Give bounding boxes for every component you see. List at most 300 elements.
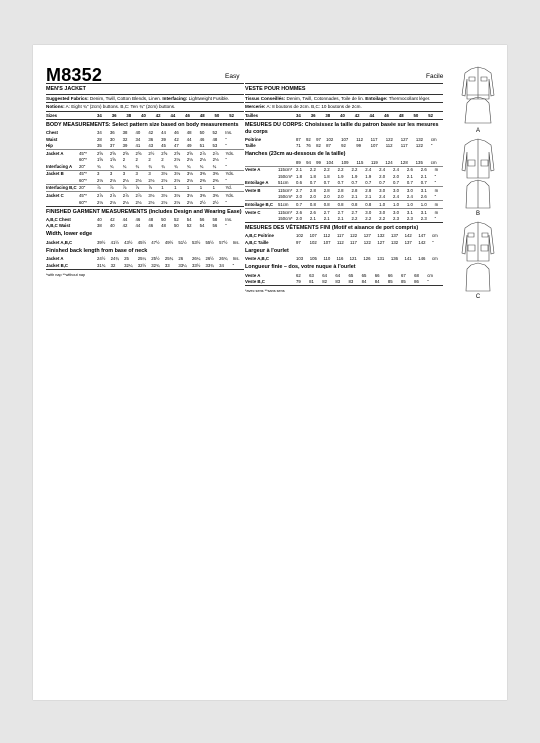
table-cell: 3: [136, 170, 149, 177]
table-row: [46, 177, 244, 184]
table-cell: 2.2: [310, 166, 324, 173]
table-cell: 3.1: [421, 187, 435, 194]
table-cell: 2⅛: [161, 177, 168, 183]
table-cell: Yd.: [225, 184, 244, 192]
table-cell: 84: [361, 279, 367, 285]
table-cell: 1: [174, 184, 187, 192]
table-cell: Poitrine: [245, 136, 261, 142]
table-cell: 117: [400, 143, 408, 149]
table-cell: 32: [122, 136, 128, 142]
table-cell: 24½: [97, 256, 106, 262]
table-cell: ⅞: [110, 184, 123, 192]
finished-measurements-heading: FINISHED GARMENT MEASUREMENTS (Includes Design and Wearing Ease): [46, 208, 242, 215]
table-cell: 48: [199, 112, 205, 118]
table-cell: 1⅝: [97, 157, 103, 163]
table-cell: 132: [391, 239, 399, 245]
table-cell: 1: [161, 184, 174, 192]
table-cell: 136: [390, 256, 398, 262]
table-cell: 119: [370, 159, 378, 165]
table-cell: Veste A: [245, 166, 278, 173]
table-cell: 34: [296, 112, 301, 118]
table-cell: 36: [148, 136, 154, 142]
view-label-a: A: [475, 128, 480, 134]
table-cell: 34: [219, 262, 224, 268]
table-cell: Entoilage A: [245, 180, 269, 186]
table-cell: 56: [199, 216, 205, 222]
table-cell: 65: [361, 272, 367, 278]
table-cell: 66: [387, 272, 393, 278]
table-cell: 112: [336, 239, 344, 245]
table-cell: 107: [309, 233, 317, 239]
table-cell: 3: [97, 170, 110, 177]
table-cell: 3⅜: [200, 170, 213, 177]
table-cell: 56: [212, 223, 218, 229]
table-cell: 2.2: [338, 166, 352, 173]
difficulty-fr: Facile: [426, 73, 444, 80]
table-cell: 45"*: [79, 192, 97, 199]
table-cell: 25: [124, 256, 129, 262]
table-cell: 3.1: [421, 208, 435, 215]
table-cell: 48: [212, 136, 218, 142]
table-cell: 38: [126, 112, 132, 118]
table-cell: 41: [135, 143, 141, 149]
table-cell: Interfacing A: [46, 163, 73, 169]
table-cell: 121: [349, 256, 357, 262]
table-cell: 112: [385, 143, 393, 149]
table-cell: 44: [161, 130, 166, 136]
table-cell: 64: [335, 272, 341, 278]
english-column: [46, 83, 244, 277]
table-cell: 32¼: [124, 262, 133, 268]
table-cell: 2⅛: [135, 177, 142, 183]
table-cell: 46: [384, 112, 389, 118]
table-cell: 117: [370, 136, 378, 142]
table-cell: 137: [391, 233, 399, 239]
table-cell: 3.0: [379, 187, 393, 194]
table-cell: cm: [431, 256, 438, 262]
table-cell: 46: [185, 112, 190, 118]
table-cell: 39: [122, 143, 128, 149]
table-cell: 3.0: [393, 187, 407, 194]
table-cell: m: [435, 166, 443, 173]
table-cell: 3.1: [407, 208, 421, 215]
table-cell: 38: [97, 223, 102, 229]
table-cell: [46, 177, 79, 184]
table-cell: 52: [229, 112, 234, 118]
table-cell: 79: [296, 279, 301, 285]
table-cell: 0.7: [296, 201, 310, 209]
table-cell: 107: [370, 143, 378, 149]
table-cell: 2⅛: [174, 177, 181, 183]
table-cell: 28: [97, 136, 102, 142]
table-cell: 43: [148, 143, 154, 149]
table-cell: 2.4: [379, 166, 393, 173]
pattern-envelope-page: [33, 45, 507, 700]
table-row: [46, 192, 244, 199]
table-cell: 1.0: [407, 201, 421, 209]
table-cell: 57½: [219, 239, 228, 245]
table-cell: 50: [161, 216, 166, 222]
table-cell: 87: [296, 136, 301, 142]
table-cell: 60"*: [79, 157, 87, 163]
view-label-c: C: [475, 294, 481, 300]
table-cell: Waist: [46, 136, 58, 142]
table-cell: ": [434, 173, 437, 179]
table-cell: 0.7: [406, 180, 413, 186]
table-cell: 2.0: [323, 194, 330, 200]
table-cell: ¾: [148, 163, 152, 169]
footnote-fr: *avec sens **sans sens: [245, 289, 285, 294]
table-cell: Yds.: [225, 170, 244, 177]
table-cell: 0.7: [420, 180, 427, 186]
table-cell: 2.8: [310, 187, 324, 194]
body-measurements-heading: BODY MEASUREMENTS: Select pattern size based on body measurements: [46, 121, 239, 128]
table-cell: 2⅞: [110, 192, 123, 199]
table-cell: ": [225, 157, 227, 163]
table-row: [245, 208, 443, 215]
table-cell: 44: [170, 112, 176, 118]
table-cell: 147: [418, 233, 426, 239]
table-cell: 26¼: [191, 256, 201, 262]
table-cell: 2.8: [365, 187, 379, 194]
table-cell: 26: [178, 256, 184, 262]
table-cell: 2.1: [309, 216, 316, 222]
table-cell: 0.7: [323, 180, 330, 186]
table-cell: 82: [316, 143, 321, 149]
table-cell: 42: [173, 136, 179, 142]
table-cell: 36: [109, 130, 115, 136]
table-cell: 26½: [205, 256, 214, 262]
table-cell: 102: [326, 136, 334, 142]
table-cell: 104: [326, 159, 334, 165]
table-cell: cm: [431, 233, 438, 239]
table-cell: 48: [148, 216, 154, 222]
table-cell: 92: [306, 136, 311, 142]
table-cell: 117: [350, 239, 357, 245]
table-cell: 83: [348, 279, 354, 285]
hip-heading-fr: Hanches (23cm au-dessous de la taille): [245, 151, 346, 158]
table-cell: 2.3: [406, 216, 413, 222]
table-cell: 2.6: [310, 208, 324, 215]
table-cell: 43½: [124, 239, 133, 245]
table-cell: 3⅛: [174, 192, 187, 199]
table-cell: 124: [385, 159, 393, 165]
table-cell: 2⅛: [186, 157, 193, 163]
table-cell: 3.0: [407, 187, 421, 194]
table-cell: Hip: [46, 143, 53, 149]
table-cell: 2.2: [365, 216, 372, 222]
body-measurements-heading-fr: MESURES DU CORPS: Choisissez la taille du patron basée sur les mesures du corps: [245, 121, 439, 135]
table-cell: 34: [97, 112, 102, 118]
table-cell: 2.4: [393, 166, 407, 173]
table-cell: 45½: [137, 239, 147, 245]
table-cell: Yds.: [225, 150, 244, 157]
table-cell: 54: [186, 216, 192, 222]
notions-line-fr: Mercerie: A: 8 boutons de 2cm. B,C: 10 boutons de 2cm.: [245, 104, 362, 110]
table-cell: 107: [323, 239, 331, 245]
table-cell: ": [225, 199, 227, 205]
table-cell: 51: [199, 143, 205, 149]
table-cell: ": [232, 262, 235, 268]
table-cell: 3.0: [379, 208, 393, 215]
table-cell: 54: [199, 223, 205, 229]
table-cell: 42: [109, 216, 115, 222]
table-cell: 50: [214, 112, 220, 118]
table-cell: 2.7: [338, 208, 352, 215]
table-cell: 1.9: [337, 173, 344, 179]
table-cell: 48: [161, 223, 166, 229]
table-cell: 92: [341, 143, 346, 149]
table-cell: 2⅛: [186, 177, 193, 183]
table-cell: 63: [309, 272, 314, 278]
table-cell: 3⅛: [161, 192, 174, 199]
table-cell: 110: [323, 256, 331, 262]
table-cell: 51cm: [278, 201, 296, 209]
garment-title: MEN'S JACKET: [46, 86, 86, 92]
table-cell: cm: [430, 159, 437, 165]
table-cell: 47: [173, 143, 179, 149]
table-cell: 1.8: [323, 173, 330, 179]
table-cell: 131: [377, 256, 385, 262]
table-cell: 46: [173, 130, 179, 136]
table-cell: 2⅝: [110, 150, 123, 157]
table-cell: 40: [109, 223, 115, 229]
table-cell: 2.1: [351, 194, 358, 200]
table-cell: 2⅝: [123, 150, 136, 157]
pattern-number: M8352: [46, 65, 103, 85]
table-cell: Ins.: [225, 216, 233, 222]
table-cell: 1.0: [393, 201, 407, 209]
table-cell: 2⅞: [97, 192, 110, 199]
table-cell: ¾: [122, 163, 127, 169]
en-yardage-table: [46, 149, 244, 205]
view-label-b: B: [475, 211, 480, 217]
table-cell: 97: [316, 136, 321, 142]
table-cell: 42: [148, 130, 154, 136]
table-cell: 49: [186, 143, 192, 149]
table-cell: 0.8: [324, 201, 338, 209]
table-cell: 25¼: [137, 256, 147, 262]
table-cell: 99: [316, 159, 321, 165]
table-cell: Interfacing B,C: [46, 184, 79, 192]
table-cell: 1.8: [309, 173, 316, 179]
table-cell: 52: [428, 112, 433, 118]
table-cell: 2⅛: [212, 157, 219, 163]
table-cell: ¾: [199, 163, 204, 169]
fr-finished-table: [245, 233, 443, 246]
table-cell: 66: [374, 272, 380, 278]
table-cell: 1.8: [296, 173, 302, 179]
table-cell: 35: [97, 143, 102, 149]
table-cell: 84: [374, 279, 380, 285]
table-cell: 94: [306, 159, 311, 165]
table-cell: 82: [322, 279, 328, 285]
width-heading-fr: Largeur à l'ourlet: [245, 247, 289, 254]
table-cell: 2.0: [296, 194, 302, 200]
table-cell: 39½: [97, 239, 106, 245]
table-cell: 37: [109, 143, 115, 149]
table-cell: 112: [356, 136, 364, 142]
table-cell: 33¼: [178, 262, 187, 268]
table-cell: 122: [385, 136, 393, 142]
table-cell: 127: [400, 136, 408, 142]
table-cell: 142: [418, 239, 426, 245]
table-cell: 83: [335, 279, 341, 285]
table-cell: 99: [356, 143, 361, 149]
table-cell: 0.7: [337, 180, 344, 186]
table-cell: 2: [122, 157, 126, 163]
table-cell: ⅞: [97, 184, 110, 192]
length-heading-fr: Longueur finie – dos, votre nuque à l'ourlet: [245, 264, 356, 271]
table-cell: 3⅛: [187, 192, 200, 199]
table-cell: 2.2: [351, 166, 365, 173]
width-heading: Width, lower edge: [46, 231, 93, 238]
table-cell: 141: [404, 256, 412, 262]
table-cell: 150cm*: [278, 216, 293, 222]
table-cell: 50: [413, 112, 419, 118]
table-cell: 39: [161, 136, 166, 142]
jacket-a-drawing: [453, 65, 503, 127]
table-cell: 117: [336, 233, 344, 239]
table-cell: 128: [400, 159, 408, 165]
table-cell: ¾: [135, 163, 140, 169]
table-row: [245, 166, 443, 173]
table-cell: 25½: [151, 256, 160, 262]
table-cell: 2.1: [296, 166, 310, 173]
table-cell: Jacket B: [46, 170, 79, 177]
table-cell: ": [430, 143, 433, 149]
table-cell: 41½: [110, 239, 119, 245]
fr-length-table: [245, 272, 443, 285]
footnote-en: *with nap **without nap: [46, 272, 86, 277]
table-cell: 1.0: [421, 201, 435, 209]
table-cell: 115cm*: [278, 166, 296, 173]
table-cell: 146: [418, 256, 426, 262]
table-cell: 2.3: [420, 216, 427, 222]
table-cell: 2⅝: [161, 150, 174, 157]
table-cell: 103: [296, 256, 304, 262]
table-cell: 1⅝: [109, 157, 116, 163]
table-row: [46, 170, 244, 177]
table-cell: 3: [110, 170, 123, 177]
table-row: [46, 163, 244, 170]
table-cell: 2⅛: [109, 199, 116, 205]
table-cell: Veste A: [245, 272, 261, 278]
table-cell: m: [435, 208, 443, 215]
table-cell: 51cm: [278, 180, 289, 186]
table-cell: 20": [79, 163, 86, 169]
table-cell: 0.6: [296, 180, 302, 186]
table-cell: 1.0: [379, 201, 393, 209]
table-cell: 48: [186, 130, 192, 136]
table-cell: 2⅞: [213, 150, 226, 157]
table-cell: 40: [97, 216, 102, 222]
table-cell: m: [435, 201, 443, 209]
table-cell: 2.7: [324, 208, 338, 215]
table-cell: 52: [212, 130, 218, 136]
table-cell: 2⅛: [199, 157, 206, 163]
table-cell: 42: [354, 112, 360, 118]
table-cell: 2⅛: [122, 199, 129, 205]
table-cell: 86: [414, 279, 419, 285]
fr-body-table: [245, 136, 443, 149]
table-cell: 3⅛: [187, 170, 200, 177]
table-cell: 2⅛: [97, 177, 103, 183]
table-cell: 64: [322, 272, 328, 278]
table-cell: 44: [186, 136, 192, 142]
table-cell: 67: [401, 272, 406, 278]
table-cell: 137: [404, 239, 412, 245]
table-cell: 31¾: [97, 262, 106, 268]
table-cell: 3: [123, 170, 136, 177]
table-cell: 127: [377, 239, 385, 245]
table-cell: ": [431, 239, 434, 245]
table-cell: 46: [199, 136, 205, 142]
table-cell: 115cm*: [278, 208, 296, 215]
table-cell: ": [434, 216, 437, 222]
table-cell: 2.1: [323, 216, 330, 222]
table-cell: 42: [155, 112, 161, 118]
table-cell: ": [225, 177, 227, 183]
table-cell: 0.7: [393, 180, 399, 186]
table-cell: 1: [187, 184, 200, 192]
table-cell: 2: [148, 157, 151, 163]
table-cell: 53½: [191, 239, 201, 245]
table-cell: 49½: [164, 239, 174, 245]
table-cell: 2⅜: [212, 177, 219, 183]
table-cell: ¾: [109, 163, 114, 169]
table-row: [245, 201, 443, 209]
table-cell: 85: [401, 279, 406, 285]
en-length-table: [46, 255, 244, 268]
table-row: [46, 150, 244, 157]
table-cell: ¾: [212, 163, 217, 169]
table-cell: 81: [309, 279, 314, 285]
table-cell: 52: [173, 216, 179, 222]
table-cell: 2.1: [337, 216, 344, 222]
table-cell: 3⅜: [213, 192, 226, 199]
table-cell: 2⅝: [97, 150, 110, 157]
table-cell: 2⅛: [135, 199, 142, 205]
table-cell: 3⅛: [148, 192, 161, 199]
table-row: [46, 184, 244, 192]
table-cell: 0.7: [365, 180, 372, 186]
table-cell: 2⅞: [123, 192, 136, 199]
table-cell: 50: [199, 130, 205, 136]
table-cell: 89: [296, 159, 301, 165]
table-cell: 2.0: [296, 216, 302, 222]
table-cell: Jacket A: [46, 150, 79, 157]
table-cell: ": [225, 136, 227, 142]
table-cell: 2.6: [296, 208, 310, 215]
table-cell: 47½: [151, 239, 160, 245]
table-cell: 2⅛: [97, 199, 103, 205]
table-cell: [245, 194, 278, 201]
table-cell: 2.6: [421, 166, 435, 173]
table-cell: 2.6: [407, 166, 421, 173]
table-cell: 38: [325, 112, 331, 118]
fabrics-line: Suggested Fabrics: Denim, Twill, Cotton Blends, Linen. Interfacing: Lightweight Fusible.: [46, 95, 230, 101]
table-cell: ¾: [186, 163, 191, 169]
table-cell: A,B,C Poitrine: [245, 233, 274, 239]
table-cell: 2: [161, 157, 164, 163]
table-cell: 53: [212, 143, 218, 149]
table-cell: 42: [122, 223, 128, 229]
table-cell: 2⅜: [199, 177, 206, 183]
table-cell: 3.0: [393, 208, 407, 215]
table-row: [245, 180, 443, 187]
notions-line: Notions: A: Eight ¾" (2cm) buttons. B,C: Ten ¾" (2cm) buttons.: [46, 104, 176, 110]
